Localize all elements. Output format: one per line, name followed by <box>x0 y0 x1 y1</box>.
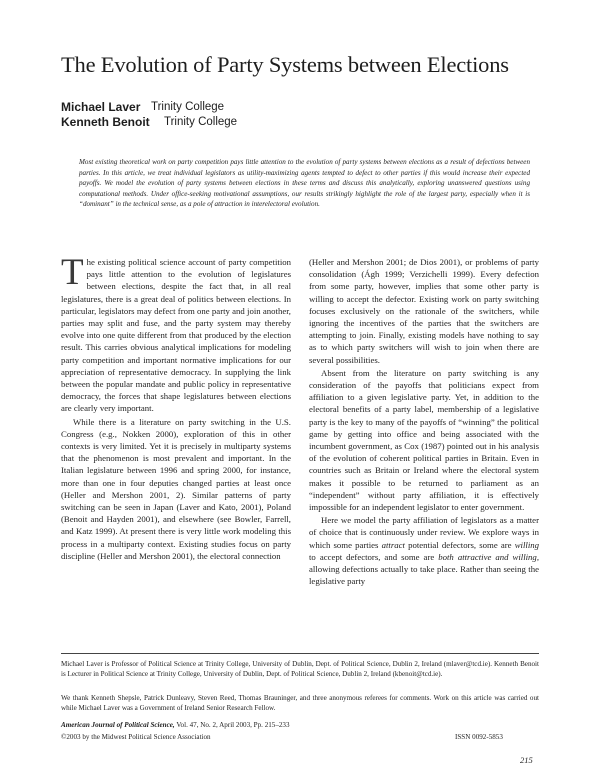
author-name-benoit: Kenneth Benoit <box>61 115 150 129</box>
body-text: , allowing defections actually to take place. Rather than seeing the legislative party <box>309 551 539 587</box>
body-paragraph <box>309 514 539 587</box>
body-text: he existing political science account of party competition pays little attention to the evolution of legislatures between elections, despite the fact that, in all real legislatures, there is a great deal of politics between elections. In particular, legislators may defect from one party and join another, parties may split and fuse, and the party system may thereby evolve into one quite different from that produced by the election result. This carries obvious analytical implications for modeling party competition and important normative implications for our appreciation of representative democracy. In supplying the link between the popular mandate and public policy in representative democracy, the forces that shape legislatures between elections are clearly very important. <box>61 257 291 414</box>
body-text: to accept defectors, and some are <box>309 551 439 562</box>
emphasis-text: willing <box>514 539 539 550</box>
body-column-left <box>61 256 291 644</box>
author-name-laver: Michael Laver <box>61 100 141 114</box>
body-paragraph: While there is a literature on party switching in the U.S. Congress (e.g., Nokken 2000), exploration of this in other contexts is very limited. Yet it is precisely in multiparty systems that the phenomenon is most prevalent and important. In the Italian legislature between 1996 and spring 2000, for instance, more than one in four deputies changed parties at least once (Heller and Mershon 2001, 2). Similar patterns of party switching can be seen in Japan (Laver and Kato, 2001), Poland (Benoit and Hayden 2001), and elsewhere (see Bowler, Farrell, and Katz 1999). At present there is very little work modeling this process in a multiparty context. Existing studies focus on party discipline (Heller and Mershon 2001), the electoral connection <box>61 416 291 561</box>
issn: ISSN 0092-5853 <box>455 733 503 741</box>
journal-name: American Journal of Political Science, <box>61 721 175 729</box>
emphasis-text: both attractive and willing <box>438 551 537 562</box>
footnote-divider <box>61 653 539 654</box>
emphasis-text: attract <box>381 539 405 550</box>
body-paragraph <box>61 256 291 415</box>
body-text: potential defectors, some are <box>404 539 515 550</box>
body-paragraph: (Heller and Mershon 2001; de Dios 2001), or problems of party consolidation (Ágh 1999; Verzichelli 1999). Every defection from some party, however, implies that some other party is willing to accept the defector. Existing work on party switching focuses exclusively on the rationale of the switchers, while ignoring the incentives of the parties that the switchers are attempting to join. Finally, existing models have nothing to say as to which party switchers will wish to join when there are several possibilities. <box>309 257 539 365</box>
author-affiliation-laver: Trinity College <box>151 101 225 113</box>
abstract: Most existing theoretical work on party competition pays little attention to the evolution of party systems between elections as a result of defections between parties. In this article, we treat individual legislators as utility-maximizing agents tempted to defect to other parties if this would increase their expected payoffs. We model the evolution of party systems between elections in these terms and discuss this analytically, exploring unanswered questions using computational methods. Under office-seeking motivational assumptions, our results strikingly highlight the role of the largest party, especially when it is “dominant” in the technical sense, as a pole of attraction in interelectoral evolution. <box>79 158 530 208</box>
body-text: Here we model the party affiliation of legislators as a matter of choice that is continuously under review. We explore ways in which some parties <box>309 515 539 550</box>
copyright-notice: ©2003 by the Midwest Political Science Association <box>61 733 211 741</box>
body-column-right <box>309 256 539 654</box>
journal-citation <box>61 721 290 729</box>
page-number: 215 <box>520 755 533 765</box>
journal-details: Vol. 47, No. 2, April 2003, Pp. 215–233 <box>174 721 290 729</box>
author-affiliation-benoit: Trinity College <box>164 116 238 128</box>
acknowledgments-footnote: We thank Kenneth Shepsle, Patrick Dunleavy, Steven Reed, Thomas Brauninger, and three anonymous referees for comments. Work on this article was carried out while Michael Laver was a Government of Ireland Senior Research Fellow. <box>61 694 539 712</box>
author-affiliation-footnote: Michael Laver is Professor of Political Science at Trinity College, University of Dublin, Dept. of Political Science, Dublin 2, Ireland (mlaver@tcd.ie). Kenneth Benoit is Lecturer in Political Science at Trinity College, University of Dublin, Dept. of Political Science, Dublin 2, Ireland (kbenoit@tcd.ie). <box>61 660 539 678</box>
drop-cap: T <box>61 256 84 293</box>
body-paragraph: Absent from the literature on party switching is any consideration of the payoffs that politicians expect from affiliation to a given legislative party. Yet, in addition to the electoral benefits of a party label, membership of a legislative party is the key to many of the payoffs of “winning” the political game by getting into office and being associated with the incumbent government, as Cox (1987) pointed out in his analysis of the evolution of coherent political parties in Britain. Even in countries such as Britain or Ireland where the electoral system makes it possible to be returned to parliament as an “independent” without party affiliation, it is effectively impossible for an independent legislator to enter government. <box>309 367 539 513</box>
paper-title: The Evolution of Party Systems between Elections <box>61 52 509 77</box>
